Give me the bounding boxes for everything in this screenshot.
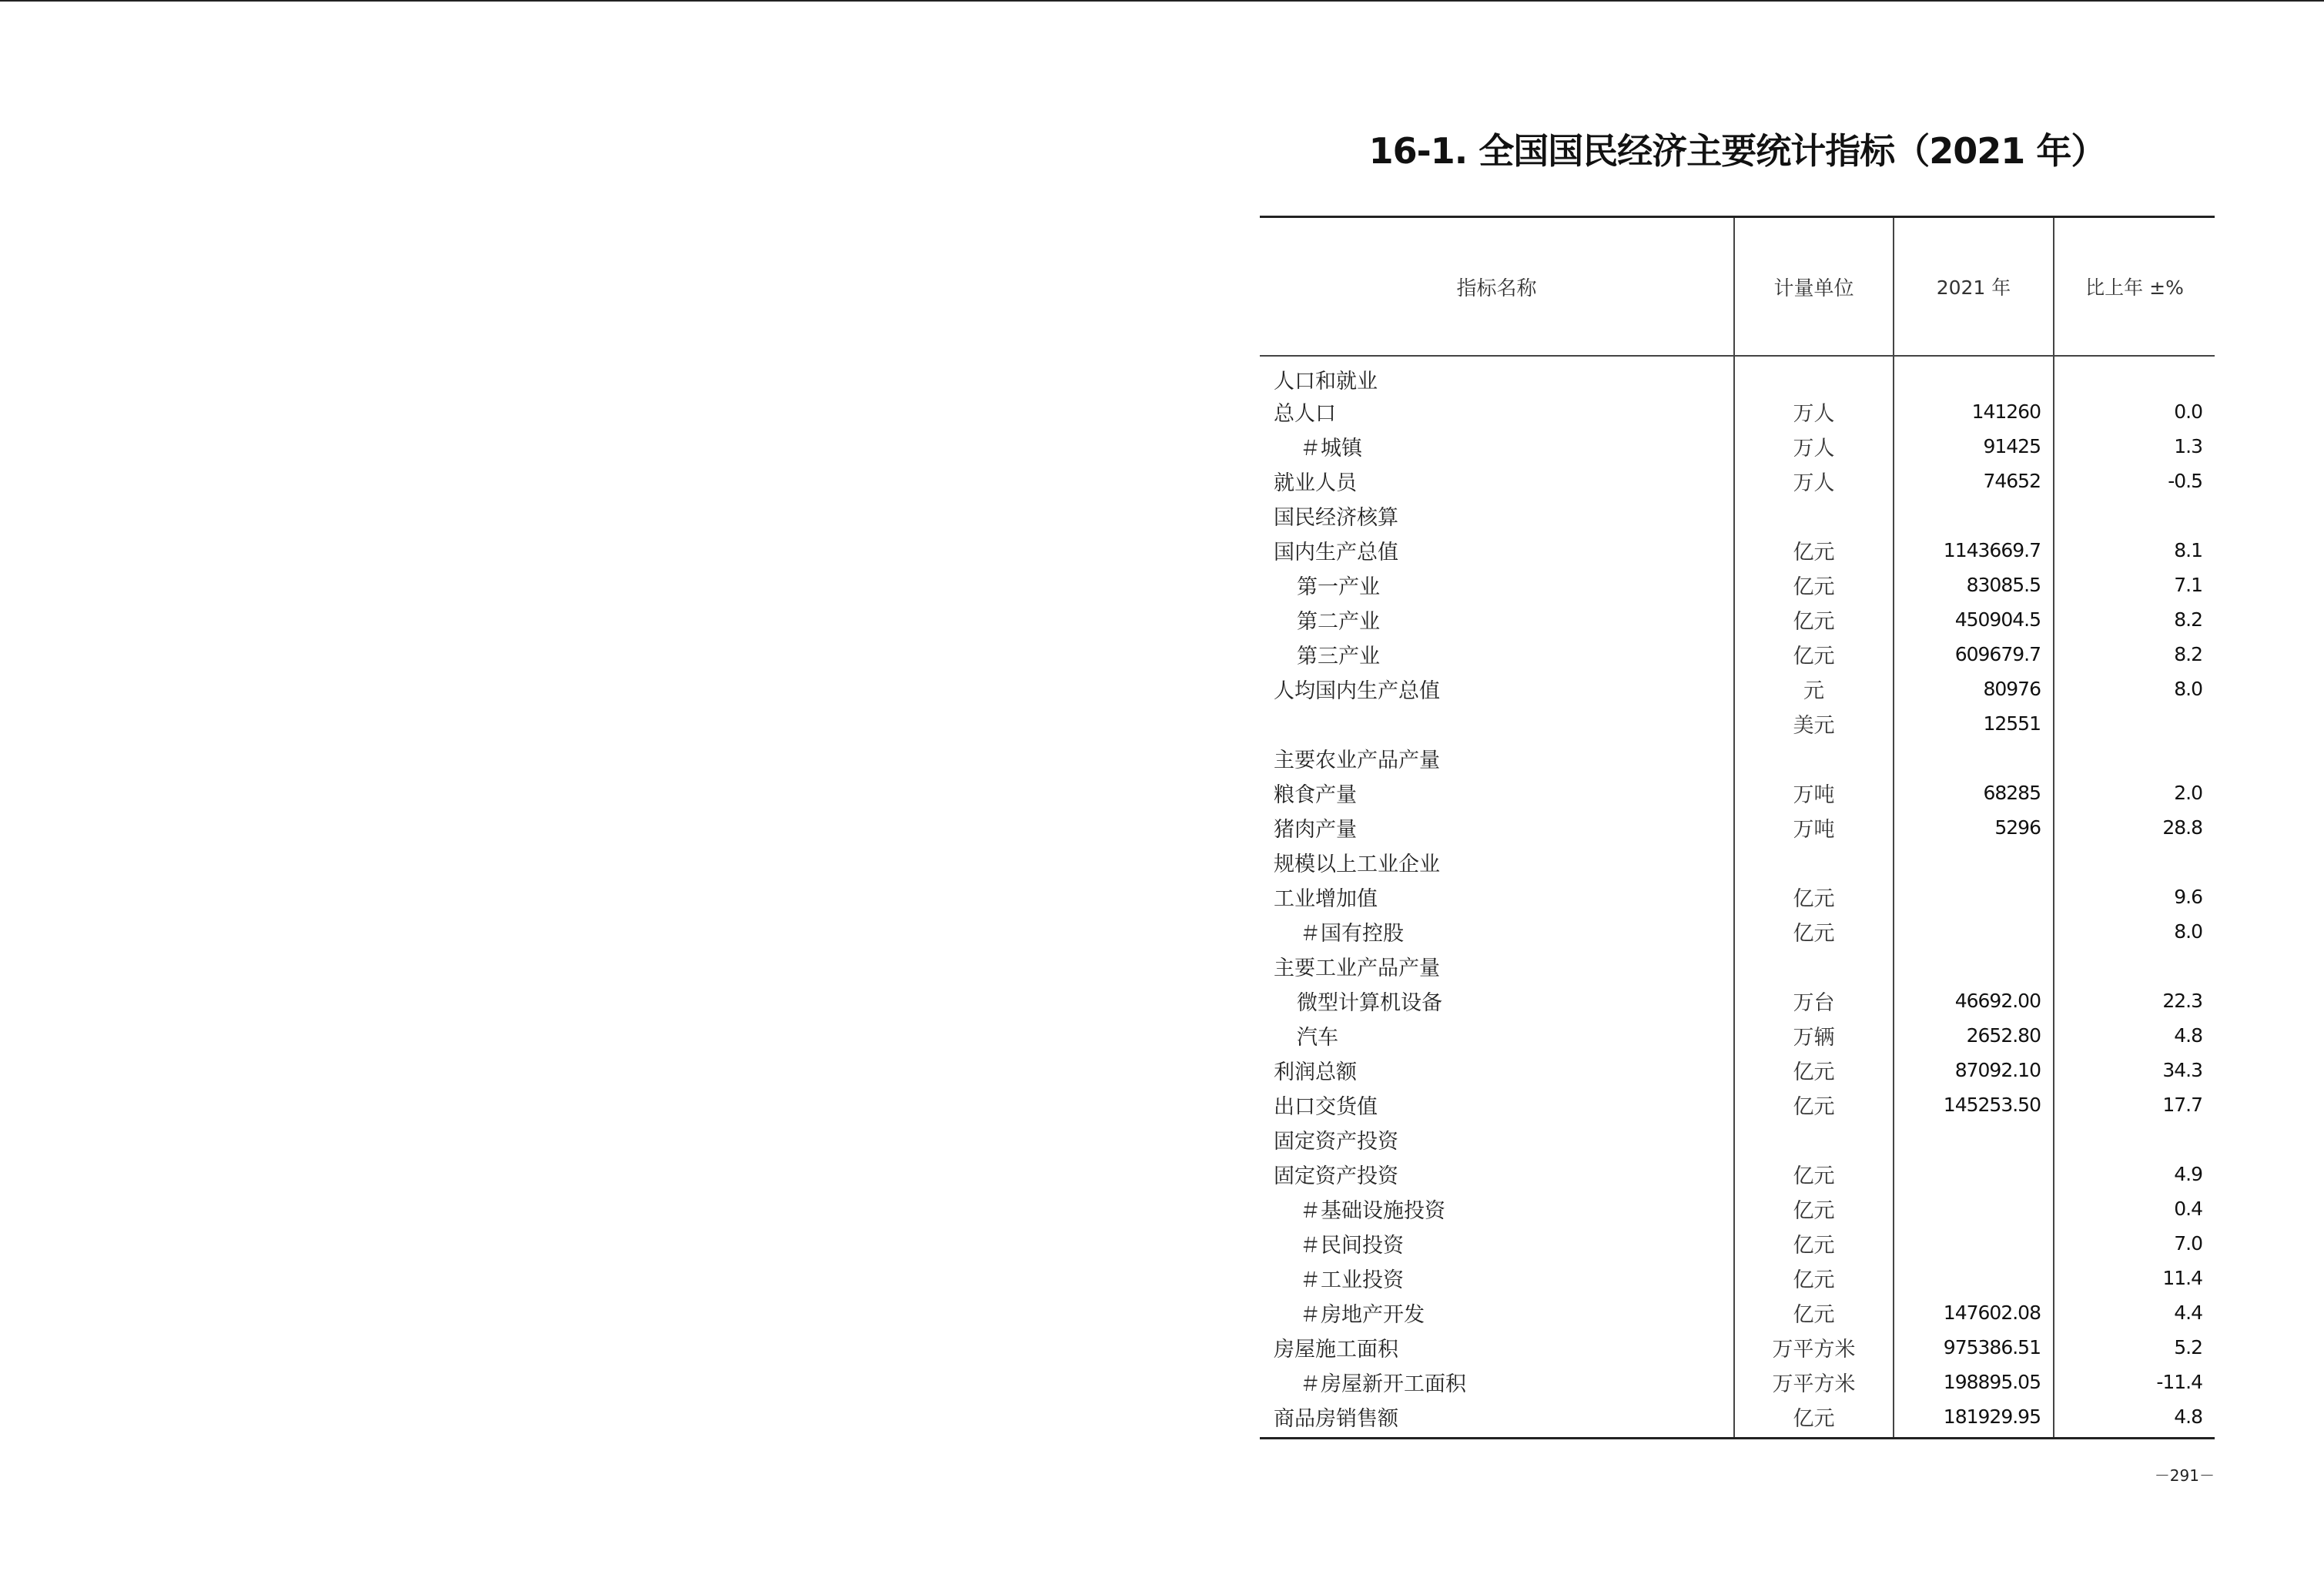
change-percent-cell: 5.2 <box>2054 1330 2215 1365</box>
table-row <box>1260 949 2215 983</box>
value-2021-cell <box>1894 1191 2054 1226</box>
value-2021-cell: 2652.80 <box>1894 1018 2054 1053</box>
change-percent-cell <box>2054 706 2215 741</box>
table-row <box>1260 914 2215 949</box>
header-unit: 计量单位 <box>1734 217 1894 357</box>
unit-cell: 亿元 <box>1734 1053 1894 1087</box>
change-percent-cell <box>2054 498 2215 533</box>
indicator-name-cell: ＃国有控股 <box>1300 922 1404 946</box>
table-row <box>1260 706 2215 741</box>
value-2021-cell: 147602.08 <box>1894 1295 2054 1330</box>
indicator-name-cell: ＃工业投资 <box>1300 1268 1404 1292</box>
change-percent-cell: 8.0 <box>2054 914 2215 949</box>
table-row <box>1260 879 2215 914</box>
indicator-name-cell: 房屋施工面积 <box>1274 1338 1398 1362</box>
indicator-name-cell: 汽车 <box>1297 1026 1338 1050</box>
indicator-name-cell: 人均国内生产总值 <box>1274 679 1440 703</box>
value-2021-cell: 5296 <box>1894 810 2054 845</box>
table-row <box>1260 1087 2215 1122</box>
change-percent-cell: 0.0 <box>2054 394 2215 429</box>
indicator-name-cell: 固定资产投资 <box>1274 1130 1398 1154</box>
indicator-name-cell: 规模以上工业企业 <box>1274 853 1440 876</box>
value-2021-cell: 450904.5 <box>1894 602 2054 637</box>
unit-cell: 亿元 <box>1734 914 1894 949</box>
unit-cell <box>1734 845 1894 879</box>
indicator-name-cell: 猪肉产量 <box>1274 818 1357 842</box>
unit-cell: 元 <box>1734 672 1894 706</box>
table-row <box>1260 1226 2215 1261</box>
value-2021-cell: 91425 <box>1894 429 2054 464</box>
indicator-name-cell: 主要农业产品产量 <box>1274 749 1440 772</box>
change-percent-cell: 8.1 <box>2054 533 2215 568</box>
indicator-name-cell: 就业人员 <box>1274 471 1357 495</box>
unit-cell: 亿元 <box>1734 637 1894 672</box>
change-percent-cell: 4.8 <box>2054 1399 2215 1439</box>
unit-cell: 美元 <box>1734 706 1894 741</box>
table-row <box>1260 356 2215 394</box>
change-percent-cell: 17.7 <box>2054 1087 2215 1122</box>
unit-cell: 万吨 <box>1734 776 1894 810</box>
indicator-name-cell: 第二产业 <box>1297 610 1380 634</box>
change-percent-cell <box>2054 741 2215 776</box>
indicator-name-cell: 商品房销售额 <box>1260 1399 1734 1439</box>
indicator-name-cell: 人口和就业 <box>1274 370 1378 394</box>
table-row <box>1260 776 2215 810</box>
change-percent-cell <box>2054 1122 2215 1157</box>
table-header <box>1260 217 2215 357</box>
unit-cell: 万平方米 <box>1734 1330 1894 1365</box>
unit-cell: 亿元 <box>1734 1261 1894 1295</box>
change-percent-cell: 0.4 <box>2054 1191 2215 1226</box>
right-page <box>1260 0 2215 1588</box>
table-row <box>1260 1053 2215 1087</box>
table-row <box>1260 741 2215 776</box>
unit-cell: 亿元 <box>1734 1399 1894 1439</box>
unit-cell: 亿元 <box>1734 568 1894 602</box>
value-2021-cell: 83085.5 <box>1894 568 2054 602</box>
table-row <box>1260 1191 2215 1226</box>
value-2021-cell: 12551 <box>1894 706 2054 741</box>
value-2021-cell: 975386.51 <box>1894 1330 2054 1365</box>
value-2021-cell: 609679.7 <box>1894 637 2054 672</box>
value-2021-cell <box>1894 498 2054 533</box>
table-row <box>1260 568 2215 602</box>
unit-cell: 亿元 <box>1734 1087 1894 1122</box>
indicator-name-cell: 第一产业 <box>1297 575 1380 599</box>
table-body <box>1260 356 2215 1439</box>
change-percent-cell <box>2054 356 2215 394</box>
change-percent-cell: 9.6 <box>2054 879 2215 914</box>
indicator-name-cell: ＃民间投资 <box>1300 1234 1404 1258</box>
unit-cell: 亿元 <box>1734 602 1894 637</box>
indicator-name-cell: ＃基础设施投资 <box>1300 1199 1445 1223</box>
table-row <box>1260 1295 2215 1330</box>
table-row <box>1260 1261 2215 1295</box>
value-2021-cell <box>1894 1122 2054 1157</box>
header-change-percent: 比上年 ±% <box>2054 217 2215 357</box>
change-percent-cell <box>2054 845 2215 879</box>
table-row <box>1260 533 2215 568</box>
indicator-name-cell: 微型计算机设备 <box>1297 991 1442 1015</box>
value-2021-cell: 87092.10 <box>1894 1053 2054 1087</box>
change-percent-cell: 4.9 <box>2054 1157 2215 1191</box>
indicator-name-cell: 出口交货值 <box>1274 1095 1378 1119</box>
change-percent-cell: -11.4 <box>2054 1365 2215 1399</box>
unit-cell: 万人 <box>1734 394 1894 429</box>
value-2021-cell: 68285 <box>1894 776 2054 810</box>
table-row <box>1260 429 2215 464</box>
header-indicator-name: 指标名称 <box>1260 217 1734 357</box>
value-2021-cell <box>1894 356 2054 394</box>
table-row <box>1260 602 2215 637</box>
table-row <box>1260 1122 2215 1157</box>
indicator-name-cell: 工业增加值 <box>1274 887 1378 911</box>
value-2021-cell <box>1894 1261 2054 1295</box>
value-2021-cell: 181929.95 <box>1894 1399 2054 1439</box>
table-row <box>1260 1399 2215 1439</box>
value-2021-cell <box>1894 1157 2054 1191</box>
unit-cell: 万台 <box>1734 983 1894 1018</box>
change-percent-cell: 11.4 <box>2054 1261 2215 1295</box>
value-2021-cell: 141260 <box>1894 394 2054 429</box>
value-2021-cell <box>1894 914 2054 949</box>
value-2021-cell: 198895.05 <box>1894 1365 2054 1399</box>
table-row <box>1260 810 2215 845</box>
change-percent-cell: 4.4 <box>2054 1295 2215 1330</box>
unit-cell <box>1734 498 1894 533</box>
indicator-name-cell: 国民经济核算 <box>1274 506 1398 530</box>
value-2021-cell <box>1894 741 2054 776</box>
indicator-name-cell: 粮食产量 <box>1274 783 1357 807</box>
unit-cell: 万辆 <box>1734 1018 1894 1053</box>
unit-cell: 亿元 <box>1734 533 1894 568</box>
change-percent-cell: 28.8 <box>2054 810 2215 845</box>
indicator-name-cell: 第三产业 <box>1297 645 1380 668</box>
value-2021-cell: 74652 <box>1894 464 2054 498</box>
table-row <box>1260 1330 2215 1365</box>
table-row <box>1260 637 2215 672</box>
value-2021-cell <box>1894 845 2054 879</box>
page-title: 16-1. 全国国民经济主要统计指标（2021 年） <box>1368 130 2106 172</box>
indicator-name-cell: 总人口 <box>1274 402 1336 426</box>
unit-cell <box>1734 356 1894 394</box>
indicator-name-cell: 利润总额 <box>1274 1060 1357 1084</box>
table-row <box>1260 1157 2215 1191</box>
unit-cell: 亿元 <box>1734 879 1894 914</box>
change-percent-cell: 2.0 <box>2054 776 2215 810</box>
value-2021-cell: 1143669.7 <box>1894 533 2054 568</box>
indicator-name-cell: ＃房屋新开工面积 <box>1300 1372 1466 1396</box>
table-row <box>1260 394 2215 429</box>
unit-cell <box>1734 741 1894 776</box>
change-percent-cell: 1.3 <box>2054 429 2215 464</box>
page-number: －291－ <box>2154 1466 2215 1485</box>
indicator-name-cell <box>1260 706 1734 741</box>
unit-cell: 亿元 <box>1734 1226 1894 1261</box>
indicator-name-cell: 固定资产投资 <box>1274 1164 1398 1188</box>
unit-cell: 万吨 <box>1734 810 1894 845</box>
change-percent-cell: 8.0 <box>2054 672 2215 706</box>
table-row <box>1260 464 2215 498</box>
indicator-name-cell: 国内生产总值 <box>1274 541 1398 565</box>
table-row <box>1260 672 2215 706</box>
indicator-name-cell: 主要工业产品产量 <box>1274 956 1440 980</box>
unit-cell <box>1734 1122 1894 1157</box>
unit-cell: 万人 <box>1734 429 1894 464</box>
change-percent-cell: 22.3 <box>2054 983 2215 1018</box>
header-year-2021: 2021 年 <box>1894 217 2054 357</box>
table-row <box>1260 1365 2215 1399</box>
change-percent-cell: 7.0 <box>2054 1226 2215 1261</box>
unit-cell: 万人 <box>1734 464 1894 498</box>
unit-cell: 万平方米 <box>1734 1365 1894 1399</box>
change-percent-cell: 8.2 <box>2054 602 2215 637</box>
unit-cell: 亿元 <box>1734 1191 1894 1226</box>
table-row <box>1260 983 2215 1018</box>
value-2021-cell: 145253.50 <box>1894 1087 2054 1122</box>
unit-cell <box>1734 949 1894 983</box>
indicator-name-cell: ＃房地产开发 <box>1300 1303 1425 1327</box>
header-row <box>1260 217 2215 357</box>
change-percent-cell: 34.3 <box>2054 1053 2215 1087</box>
value-2021-cell: 46692.00 <box>1894 983 2054 1018</box>
value-2021-cell <box>1894 879 2054 914</box>
unit-cell: 亿元 <box>1734 1295 1894 1330</box>
table-row <box>1260 845 2215 879</box>
change-percent-cell: 4.8 <box>2054 1018 2215 1053</box>
unit-cell: 亿元 <box>1734 1157 1894 1191</box>
value-2021-cell: 80976 <box>1894 672 2054 706</box>
table-row <box>1260 498 2215 533</box>
change-percent-cell: 8.2 <box>2054 637 2215 672</box>
indicator-name-cell: ＃城镇 <box>1300 437 1362 461</box>
change-percent-cell: -0.5 <box>2054 464 2215 498</box>
change-percent-cell <box>2054 949 2215 983</box>
value-2021-cell <box>1894 949 2054 983</box>
change-percent-cell: 7.1 <box>2054 568 2215 602</box>
value-2021-cell <box>1894 1226 2054 1261</box>
statistics-table <box>1260 216 2215 1439</box>
table-row <box>1260 1018 2215 1053</box>
